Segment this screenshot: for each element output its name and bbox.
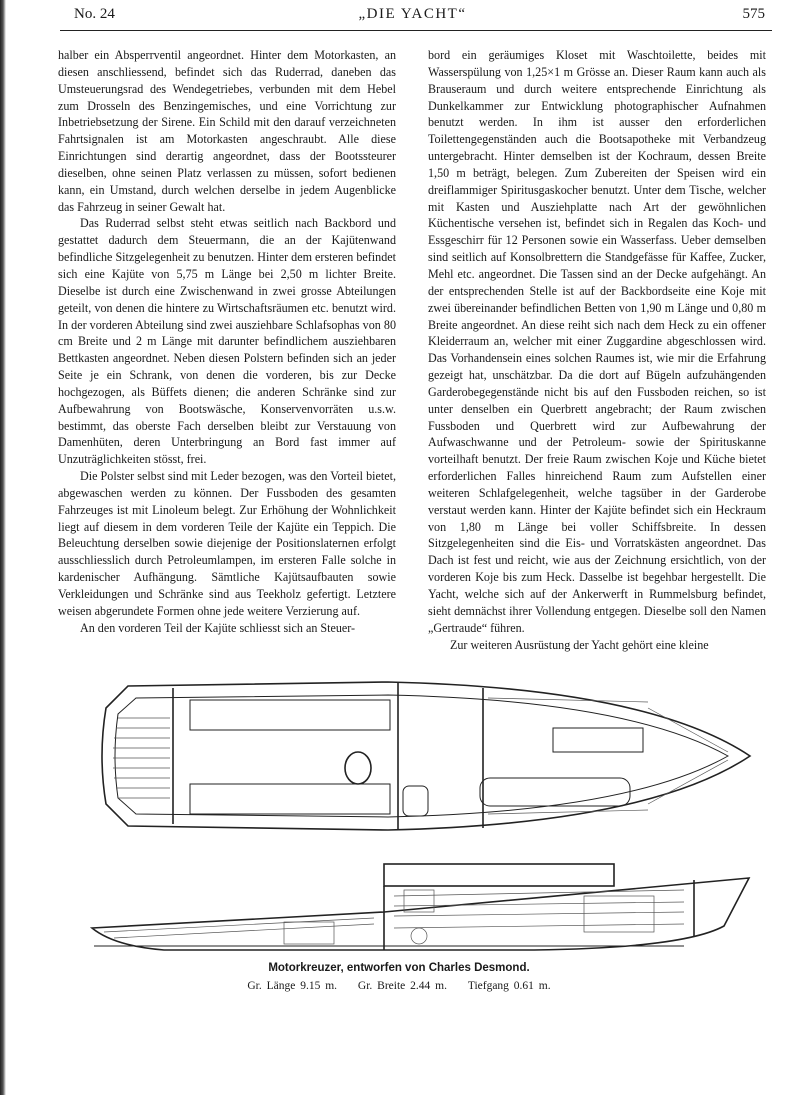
journal-title: „DIE YACHT“ (358, 6, 467, 22)
figure-caption-title: Motorkreuzer, entworfen von Charles Desmond. (268, 962, 530, 974)
right-column (428, 47, 766, 653)
scan-edge (0, 0, 6, 1095)
paragraph: Die Polster selbst sind mit Leder bezogen, was den Vorteil bietet, abgewaschen werden zu können. Der Fussboden des gesamten Fahrzeuges ist mit Linoleum belegt. Zur Erhöhung der Wohnlichkeit liegt auf diesem in dem vorderen Teile der Kajüte ein Teppich. Die Beleuchtung derselben sowie diejenige der Positionslaternen erfolgt ausschliesslich durch Petroleumlampen, im ersteren Falle solche in kardenischer Aufhängung. Sämtliche Kajütsaufbauten sowie Verkleidungen und Schränke sind aus Teekholz gefertigt. Letztere weisen abgerundete Formen ohne jede weitere Verzierung auf. (58, 469, 396, 618)
paragraph: bord ein geräumiges Kloset mit Waschtoilette, beides mit Wasserspülung von 1,25×1 m Grösse an. Dieser Raum kann auch als Brauseraum und durch weitere entsprechende Einrichtung als Dunkelkammer zur Entwicklung photographischer Aufnahmen benutzt werden. In ihm ist ausser den erforderlichen Toilettengegenständen auch die Bootsapotheke mit Verbandzeug untergebracht. Hinter demselben ist der Kochraum, dessen Breite 1,50 m beträgt, belegen. Zum Zubereiten der Speisen wird ein dreiflammiger Spiritusgaskocher benutzt. Unter dem Tische, welcher mit Kasten und Ausziehplatte nach Art der gewöhnlichen Küchentische versehen ist, befindet sich in Regalen das Koch- und Essgeschirr für 12 Personen sowie ein Wasserfass. Ueber demselben sind seitlich auf Konsolbrettern die Standgefässe für Kaffee, Zucker, Mehl etc. angeordnet. Die Tassen sind an der Decke aufgehängt. An der entsprechenden Stelle ist auf der Backbordseite eine Koje mit zwei übereinander befindlichen Betten von 1,90 m Länge und 0,80 m Breite angeordnet. An diese reiht sich nach dem Heck zu ein offener Kleiderraum an, welcher mit einer Zuggardine abgeschlossen wird. Das Vorhandensein eines solchen Raumes ist, wie mir die Erfahrung gezeigt hat, unschätzbar. Da die dort auf Bügeln aufzuhängenden Garderobegegenstände nicht bis auf den Fussboden reichen, so ist unter denselben ein Querbrett angebracht; der Raum zwischen Fussboden und Querbrett wird zur Aufbewahrung der Aufwaschwanne und der Petroleum- sowie der Spirituskanne vorteilhaft benutzt. Der freie Raum zwischen Koje und Küche bietet erforderlichen Falles hinreichend Raum zum Aufstellen einer weiteren Schlafgelegenheit, welche tagsüber in der Garderobe verstaut werden kann. Hinter der Kajüte befindet sich ein Heckraum von 1,80 m Länge bei voller Schiffsbreite. In dessen Sitzgelegenheiten sind die Eis- und Vorratskästen angeordnet. Das Dach ist fest und reicht, wie aus der Zeichnung ersichtlich, von der vorderen Koje bis zum Heck. Dasselbe ist begehbar hergestellt. Die Yacht, welche sich auf der Ankerwerft in Rummelsburg befindet, sieht demnächst ihrer Vollendung entgegen. Dieselbe soll den Namen „Gertraude“ führen. (428, 48, 766, 635)
left-column (58, 47, 396, 637)
paragraph: halber ein Absperrventil angeordnet. Hinter dem Motorkasten, an diesen anschliessend, befindet sich das Ruderrad, daneben das Umsteuerungsrad des Wendegetriebes, verbunden mit dem Hebel zum Drosseln des Benzingemisches, und eine Vorrichtung zur Inbetriebsetzung der Sirene. Ein Schild mit den darauf verzeichneten Fahrtsignalen ist am Motorkasten angeschraubt. Alle diese Einrichtungen sind derartig angeordnet, dass der Bootssteurer dieselben, ohne seinen Platz verlassen zu müssen, sofort bedienen kann, ein Umstand, durch welchen derselbe in jedem Augenblicke das Fahrzeug in seiner Gewalt hat. (58, 48, 396, 214)
spec-length: Gr. Länge 9.15 m. (247, 980, 338, 992)
boat-section-drawing (84, 856, 754, 956)
paragraph: Zur weiteren Ausrüstung der Yacht gehört eine kleine (450, 637, 709, 652)
page-header (60, 6, 765, 32)
spec-draft: Tiefgang 0.61 m. (467, 980, 551, 992)
figure-caption-specs (0, 980, 798, 992)
header-rule (60, 30, 772, 31)
issue-number: No. 24 (74, 6, 115, 22)
paragraph: Das Ruderrad selbst steht etwas seitlich nach Backbord und gestattet dadurch dem Steuermann, die an der Kajütenwand befindliche Sitzgelegenheit zu benutzen. Hinter dem ersteren befindet sich eine Kajüte von 5,75 m Länge bei 2,50 m lichter Breite. Dieselbe ist durch eine Zwischenwand in zwei grosse Abteilungen geteilt, von denen die hintere zu Wirtschaftsräumen etc. benutzt wird. In der vorderen Abteilung sind zwei ausziehbare Schlafsophas von 80 cm Breite und 2 m Länge mit darunter befindlichem ausziehbaren Bettkasten angeordnet. Neben diesen Polstern befinden sich an jeder Seite je ein Schrank, von denen die vorderen, bis zur Decke hochgezogen, als Büffets dienen; die anderen Schränke sind zur Aufbewahrung von Bootswäsche, Konservenvorräten u.s.w. bestimmt, das oberste Fach derselben bleibt zur Verstauung von Damenhüten, deren Unterbringung an Bord fast immer auf Unzuträglichkeiten stösst, frei. (58, 216, 396, 467)
paragraph: An den vorderen Teil der Kajüte schliesst sich an Steuer- (80, 620, 356, 635)
boat-plan-drawing (88, 668, 756, 846)
page-number: 575 (742, 6, 765, 22)
spec-breadth: Gr. Breite 2.44 m. (357, 980, 447, 992)
